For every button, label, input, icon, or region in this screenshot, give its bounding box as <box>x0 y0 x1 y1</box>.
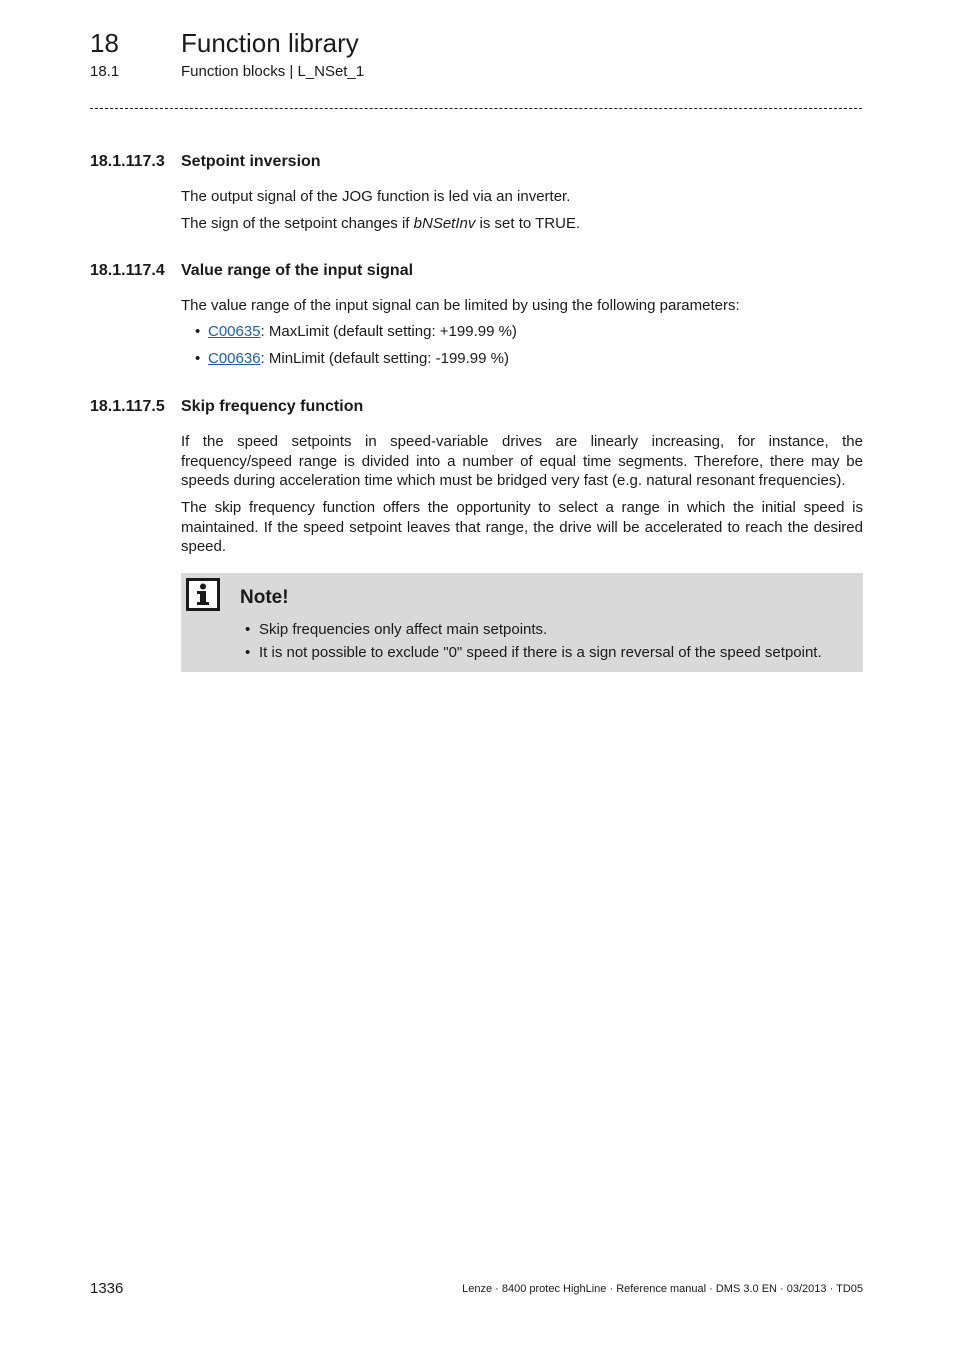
note-item <box>245 644 822 661</box>
heading-number: 18.1.117.3 <box>90 153 165 170</box>
note-title: Note! <box>240 587 289 608</box>
note-item <box>245 621 547 638</box>
paragraph-text: is set to TRUE. <box>475 215 581 232</box>
paragraph: The value range of the input signal can be limited by using the following parameters: <box>181 297 740 314</box>
bullet: • <box>195 350 201 367</box>
heading-skip-frequency <box>90 398 363 416</box>
heading-value-range <box>90 262 413 280</box>
bullet: • <box>245 621 251 638</box>
chapter-number: 18 <box>90 28 119 58</box>
parameter-link-c00636[interactable]: C00636 <box>208 350 261 367</box>
heading-title: Value range of the input signal <box>181 262 414 279</box>
list-item-text: : MinLimit (default setting: -199.99 %) <box>260 350 509 367</box>
parameter-link-c00635[interactable]: C00635 <box>208 323 261 340</box>
list-item <box>195 323 517 340</box>
list-item <box>195 350 509 367</box>
heading-number: 18.1.117.5 <box>90 398 165 415</box>
paragraph: The output signal of the JOG function is led via an inverter. <box>181 188 571 205</box>
bullet: • <box>245 644 251 661</box>
header-divider <box>90 108 862 109</box>
heading-title: Setpoint inversion <box>181 153 321 170</box>
paragraph: The skip frequency function offers the opportunity to select a range in which the initial speed is maintained. If the speed setpoint leaves that range, the drive will be accelerated to reach the desired speed. <box>181 499 863 555</box>
footer-text: Lenze · 8400 protec HighLine · Reference manual · DMS 3.0 EN · 03/2013 · TD05 <box>462 1283 863 1295</box>
info-icon-glyph <box>189 581 217 608</box>
info-icon <box>186 578 220 611</box>
section-title: Function blocks | L_NSet_1 <box>181 63 365 80</box>
note-item-text: It is not possible to exclude "0" speed if there is a sign reversal of the speed setpoint. <box>259 644 822 661</box>
paragraph: If the speed setpoints in speed-variable drives are linearly increasing, for instance, the frequency/speed range is divided into a number of equal time segments. Therefore, there may be speeds during acceleration time which must be bridged very fast (e.g. natural resonant frequencies). <box>181 433 863 489</box>
chapter-title: Function library <box>181 28 359 58</box>
variable-name: bNSetInv <box>413 215 476 232</box>
bullet: • <box>195 323 201 340</box>
note-item-text: Skip frequencies only affect main setpoints. <box>259 621 548 638</box>
page-number: 1336 <box>90 1280 124 1297</box>
heading-setpoint-inversion <box>90 153 321 171</box>
heading-title: Skip frequency function <box>181 398 364 415</box>
heading-number: 18.1.117.4 <box>90 262 165 279</box>
list-item-text: : MaxLimit (default setting: +199.99 %) <box>260 323 517 340</box>
paragraph-text: The sign of the setpoint changes if <box>181 215 414 232</box>
paragraph <box>181 214 863 234</box>
section-number: 18.1 <box>90 63 120 80</box>
